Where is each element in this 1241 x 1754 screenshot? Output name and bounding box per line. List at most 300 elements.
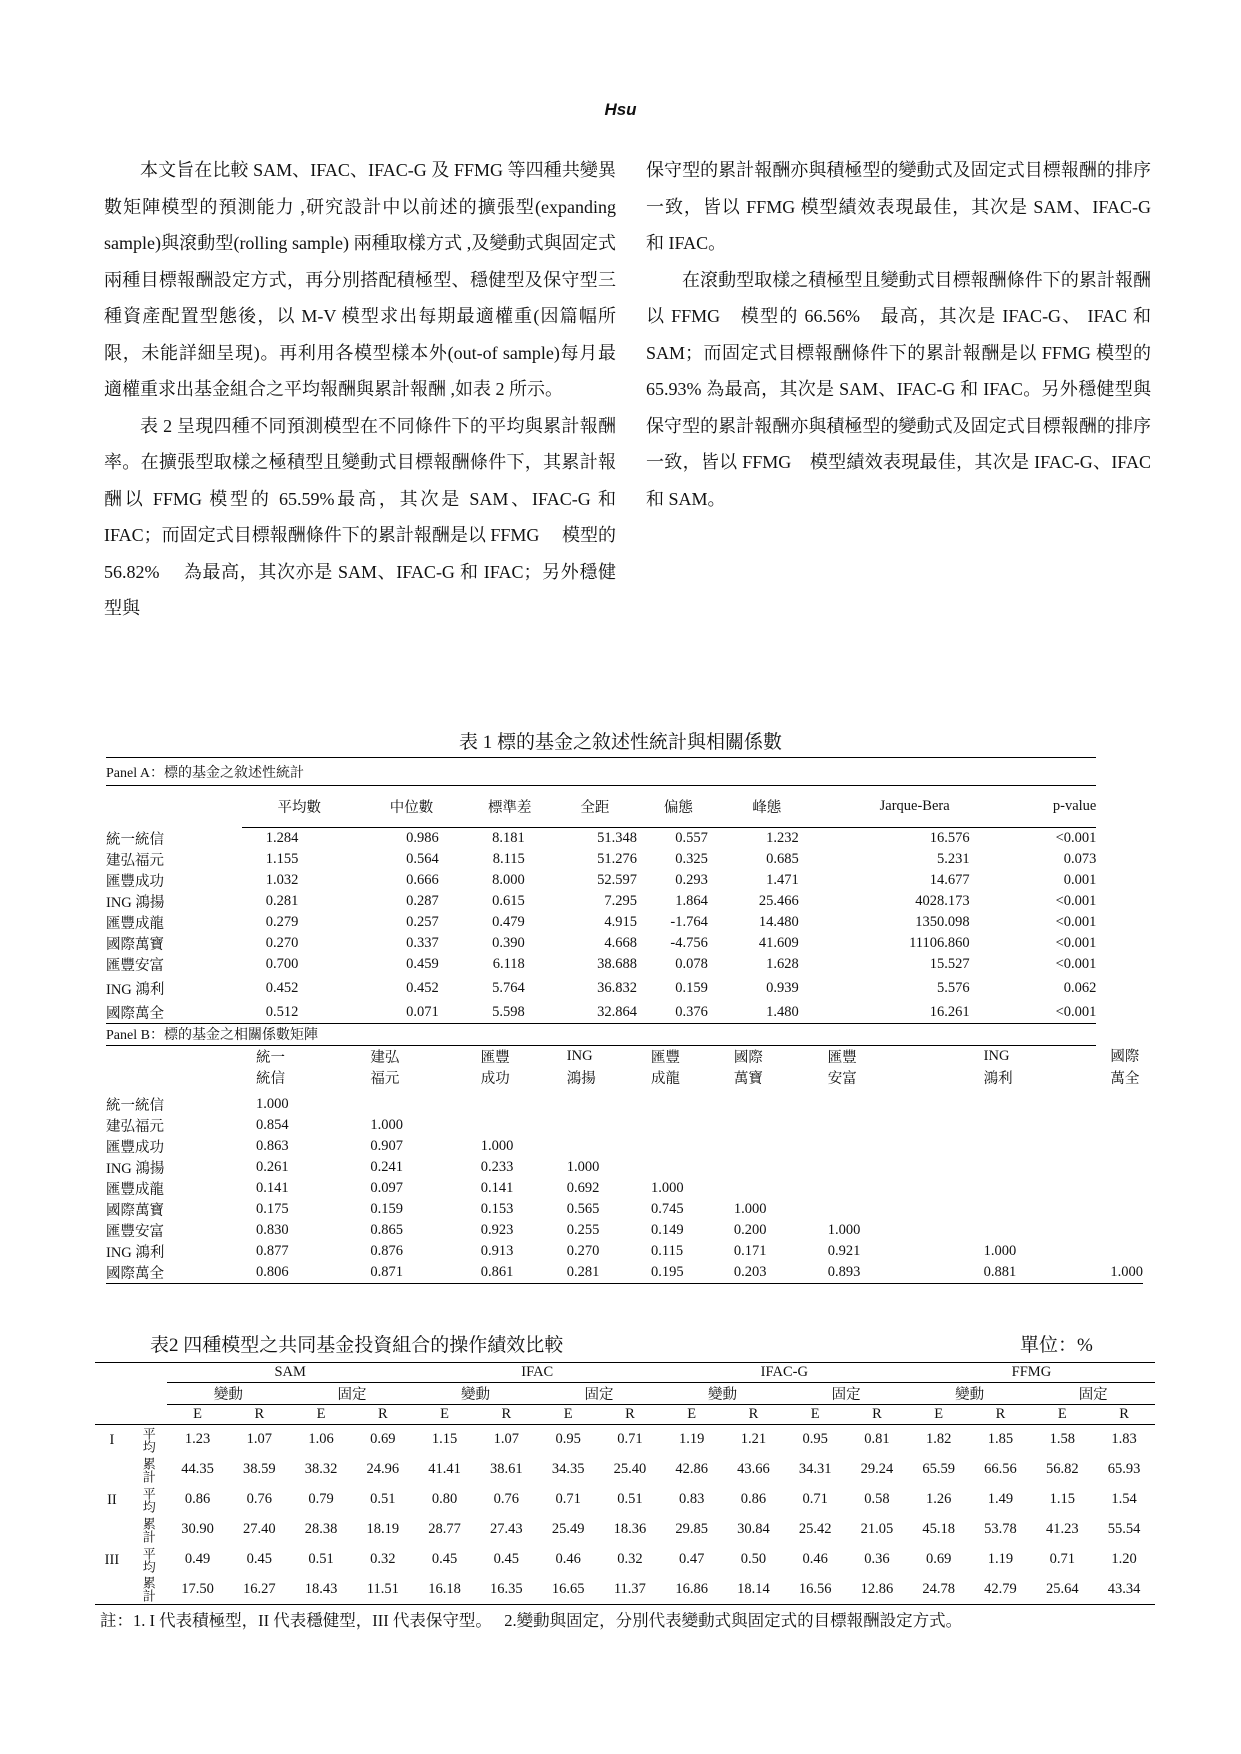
value-cell: 34.31	[798, 1461, 832, 1477]
value-cell: 1.19	[987, 1551, 1014, 1567]
value-cell: 24.78	[908, 1575, 970, 1605]
fund-name: 國際萬寶	[106, 1202, 164, 1219]
stat-cell: 0.281	[265, 892, 299, 909]
blank-cell	[129, 1383, 167, 1405]
value-cell: 18.19	[366, 1521, 400, 1537]
value-cell: 0.76	[493, 1491, 520, 1507]
corr-cell	[814, 1199, 970, 1220]
panelB-title: Panel B：標的基金之相關係數矩陣	[106, 1023, 1096, 1045]
table2-caption: 表2 四種模型之共同基金投資組合的操作績效比較	[150, 1335, 564, 1356]
panelB-col-header-top: ING	[983, 1047, 1010, 1064]
corr-cell: 0.907	[370, 1137, 403, 1154]
corr-cell: 0.861	[467, 1262, 553, 1284]
panelA-title: Panel A：標的基金之敘述性統計	[106, 758, 1096, 786]
panelB-header-row-top	[106, 1045, 1143, 1067]
corr-cell: 0.195	[637, 1262, 720, 1284]
stat-cell: 7.295	[604, 892, 637, 909]
stat-cell: 8.115	[492, 850, 525, 867]
cum-row	[95, 1575, 1155, 1605]
corr-cell	[970, 1088, 1097, 1115]
model-header: SAM	[167, 1363, 414, 1383]
table-row	[106, 849, 1143, 870]
stat-cell: 25.466	[758, 892, 799, 909]
er-label: R	[475, 1405, 537, 1425]
value-cell: 24.96	[366, 1461, 400, 1477]
stat-cell: 1350.098	[915, 913, 970, 930]
value-cell: 1.49	[987, 1491, 1014, 1507]
er-label: E	[290, 1405, 352, 1425]
table-row	[106, 912, 1143, 933]
value-cell: 65.93	[1107, 1461, 1141, 1477]
er-label: E	[908, 1405, 970, 1425]
value-cell: 0.50	[740, 1551, 767, 1567]
fund-name: ING 鴻利	[106, 1244, 165, 1261]
corr-cell: 0.745	[650, 1200, 684, 1217]
panelB-header-row-bottom	[106, 1067, 1143, 1088]
model-header: IFAC-G	[661, 1363, 908, 1383]
value-cell: 0.71	[1049, 1551, 1075, 1567]
value-cell: 1.21	[723, 1425, 785, 1455]
panelB-col-header-bottom: 成功	[480, 1070, 510, 1087]
value-cell: 25.49	[551, 1521, 585, 1537]
running-header: Hsu	[604, 100, 637, 119]
stat-cell: 1.232	[720, 828, 814, 849]
corr-cell	[637, 1088, 720, 1115]
blank-cell	[129, 1405, 167, 1425]
paragraph: 在滾動型取樣之積極型且變動式目標報酬條件下的累計報酬以 FFMG 模型的 66.56% 最高，其次是 IFAC-G、 IFAC 和 SAM；而固定式目標報酬條件下的累計報酬是以 FFMG 模型的 65.93% 為最高，其次是 SAM、IFAC-G 和 IFAC。另外穩健型與保守型的累計報酬亦與積極型的變動式及固定式目標報酬的排序一致，皆以 FFMG 模型績效表現最佳，其次是 IFAC-G、IFAC 和 SAM。	[646, 269, 1151, 509]
panelA-body	[106, 828, 1143, 1024]
value-cell: 0.86	[184, 1491, 211, 1507]
value-cell: 30.84	[737, 1521, 770, 1537]
value-cell: 0.71	[555, 1491, 581, 1507]
value-cell: 28.77	[428, 1521, 461, 1537]
corr-cell	[1096, 1199, 1143, 1220]
table-row	[106, 954, 1143, 975]
er-label: R	[228, 1405, 290, 1425]
stat-cell: 1.864	[675, 892, 708, 909]
value-cell: 0.51	[308, 1551, 334, 1567]
corr-cell: 0.877	[256, 1242, 289, 1259]
stat-cell: 4.668	[604, 934, 637, 951]
stat-cell: 14.480	[758, 913, 799, 930]
stat-cell: -1.764	[670, 913, 708, 930]
fund-name: 匯豐成功	[106, 1139, 164, 1156]
panelA-col-header: 全距	[580, 800, 610, 816]
corr-cell	[814, 1136, 970, 1157]
fund-name: 國際萬全	[106, 1262, 242, 1284]
value-cell: 0.76	[246, 1491, 272, 1507]
table2-unit: 單位：%	[1020, 1335, 1093, 1356]
stat-cell: 0.257	[406, 913, 439, 930]
table2-body	[95, 1425, 1155, 1605]
stat-cell: 51.276	[597, 850, 637, 867]
corr-cell: 0.141	[256, 1179, 289, 1196]
fund-name: 匯豐成龍	[106, 1181, 164, 1198]
avg-row	[95, 1485, 1155, 1515]
table2	[95, 1362, 1155, 1605]
panelB-col-header-bottom: 萬寶	[733, 1070, 763, 1087]
subhead-row	[95, 1383, 1155, 1405]
corr-cell	[553, 1115, 637, 1136]
model-header-row	[95, 1363, 1155, 1383]
corr-cell: 0.806	[242, 1262, 356, 1284]
corr-cell: 0.893	[814, 1262, 970, 1284]
table-row	[106, 933, 1143, 954]
value-cell: 1.15	[414, 1425, 476, 1455]
corr-cell: 0.153	[480, 1200, 514, 1217]
value-cell: 38.61	[490, 1461, 523, 1477]
value-cell: 65.59	[922, 1461, 956, 1477]
stat-cell: 1.628	[766, 955, 799, 972]
paragraph: 保守型的累計報酬亦與積極型的變動式及固定式目標報酬的排序一致，皆以 FFMG 模型績效表現最佳，其次是 SAM、IFAC-G 和 IFAC。	[646, 160, 1151, 253]
corr-cell: 0.270	[566, 1242, 600, 1259]
value-cell: 0.45	[246, 1551, 272, 1567]
value-cell: 0.51	[370, 1491, 396, 1507]
corr-cell: 0.203	[720, 1262, 814, 1284]
value-cell: 1.58	[1031, 1425, 1093, 1455]
corr-cell	[720, 1088, 814, 1115]
stat-cell: 15.527	[929, 955, 970, 972]
panelB-col-header-top: 國際	[733, 1049, 763, 1066]
corr-cell	[1096, 1157, 1143, 1178]
panelB-col-header-top: 建弘	[370, 1049, 400, 1066]
panelA-col-header: p-value	[1052, 798, 1097, 814]
subhead-label: 固定	[784, 1383, 908, 1405]
value-cell: 25.40	[613, 1461, 647, 1477]
stat-cell: 16.576	[814, 828, 970, 849]
value-cell: 0.80	[431, 1491, 458, 1507]
corr-cell	[970, 1178, 1097, 1199]
stat-cell: 16.261	[929, 1003, 970, 1020]
fund-name: 國際萬寶	[106, 936, 164, 953]
value-cell: 38.32	[304, 1461, 338, 1477]
corr-cell: 1.000	[983, 1242, 1017, 1259]
table1-caption: 表 1 標的基金之敘述性統計與相關係數	[458, 732, 782, 753]
value-cell: 1.23	[167, 1425, 229, 1455]
corr-cell	[720, 1157, 814, 1178]
corr-cell: 1.000	[1096, 1262, 1143, 1284]
corr-cell: 1.000	[827, 1221, 861, 1238]
stat-cell: 0.001	[1063, 871, 1097, 888]
corr-cell: 0.097	[370, 1179, 403, 1196]
value-cell: 41.41	[428, 1461, 461, 1477]
stat-cell: 0.459	[406, 955, 439, 972]
corr-cell: 1.000	[256, 1095, 289, 1112]
panelB-col-header-top: 匯豐	[480, 1049, 510, 1066]
corr-cell	[553, 1136, 637, 1157]
value-cell: 1.83	[1093, 1425, 1155, 1455]
corr-cell	[1096, 1241, 1143, 1262]
stat-cell: 14.677	[929, 871, 970, 888]
value-cell: 0.83	[678, 1491, 705, 1507]
er-label: R	[970, 1405, 1032, 1425]
corr-cell: 1.000	[370, 1116, 403, 1133]
value-cell: 1.19	[661, 1425, 723, 1455]
table-row	[106, 828, 1143, 849]
cum-row	[95, 1455, 1155, 1485]
fund-name: 統一統信	[106, 1097, 164, 1114]
corr-cell	[720, 1136, 814, 1157]
corr-cell: 0.565	[566, 1200, 600, 1217]
subhead-label: 變動	[414, 1383, 538, 1405]
value-cell: 30.90	[181, 1521, 214, 1537]
corr-cell	[1096, 1115, 1143, 1136]
value-cell: 0.86	[740, 1491, 767, 1507]
corr-cell: 0.876	[370, 1242, 403, 1259]
corr-cell: 0.865	[370, 1221, 403, 1238]
value-cell: 16.18	[414, 1575, 476, 1605]
value-cell: 0.58	[864, 1491, 890, 1507]
stat-cell: 0.287	[406, 892, 439, 909]
stat-cell: 0.986	[356, 828, 466, 849]
corr-cell	[1096, 1088, 1143, 1115]
stat-cell: 0.159	[675, 979, 708, 996]
panelB-col-header-bottom: 成龍	[650, 1070, 680, 1087]
right-column	[646, 152, 1151, 517]
value-cell: 43.34	[1093, 1575, 1155, 1605]
stat-cell: 6.118	[492, 955, 525, 972]
value-cell: 1.06	[290, 1425, 352, 1455]
paragraph: 表 2 呈現四種不同預測模型在不同條件下的平均與累計報酬率。在擴張型取樣之極積型且變動式目標報酬條件下，其累計報酬以 FFMG 模型的 65.59%最高，其次是 SAM、IFAC-G 和 IFAC；而固定式目標報酬條件下的累計報酬是以 FFMG 模型的 56.82% 為最高，其次亦是 SAM、IFAC-G 和 IFAC；另外穩健型與	[104, 415, 616, 618]
stat-cell: 0.325	[675, 850, 708, 867]
stat-cell: 41.609	[758, 934, 799, 951]
value-cell: 1.07	[475, 1425, 537, 1455]
stat-cell: 0.557	[637, 828, 720, 849]
subhead-label: 固定	[537, 1383, 661, 1405]
cum-label: 累計	[129, 1575, 167, 1605]
panelA-col-header: 中位數	[389, 800, 434, 816]
fund-name: 建弘福元	[106, 852, 164, 869]
value-cell: 1.15	[1049, 1491, 1075, 1507]
left-column	[104, 152, 616, 627]
corr-cell: 0.692	[566, 1179, 600, 1196]
corner-cell	[106, 786, 242, 828]
table-row	[106, 1136, 1143, 1157]
value-cell: 27.43	[490, 1521, 523, 1537]
er-label: R	[1093, 1405, 1155, 1425]
panelB-col-header-top: ING	[566, 1047, 593, 1064]
stat-cell: 4028.173	[915, 892, 970, 909]
table-row	[106, 1220, 1143, 1241]
value-cell: 29.24	[860, 1461, 894, 1477]
corr-cell	[970, 1220, 1097, 1241]
stat-cell: 0.615	[492, 892, 525, 909]
corr-cell: 0.913	[480, 1242, 514, 1259]
value-cell: 27.40	[242, 1521, 276, 1537]
panelA-col-header: 峰態	[752, 800, 782, 816]
stat-cell: 32.864	[597, 1003, 637, 1020]
panelB-col-header-top: 匯豐	[650, 1049, 680, 1066]
corr-cell	[1096, 1178, 1143, 1199]
avg-label: 平均	[140, 1486, 156, 1513]
panelB-col-header-bottom: 統信	[256, 1070, 286, 1087]
blank-cell	[95, 1405, 129, 1425]
stat-cell: <0.001	[1055, 1003, 1097, 1020]
model-header: IFAC	[414, 1363, 661, 1383]
value-cell: 1.26	[926, 1491, 952, 1507]
value-cell: 0.32	[370, 1551, 396, 1567]
corr-cell: 0.200	[733, 1221, 767, 1238]
value-cell: 18.36	[613, 1521, 647, 1537]
stat-cell: 38.688	[597, 955, 637, 972]
panelB-col-header-bottom: 福元	[370, 1070, 400, 1087]
corr-cell	[814, 1157, 970, 1178]
value-cell: 0.69	[926, 1551, 952, 1567]
panelB-col-header-top: 國際	[1110, 1049, 1140, 1066]
stat-cell: 51.348	[553, 828, 637, 849]
value-cell: 0.95	[784, 1425, 846, 1455]
value-cell: 44.35	[181, 1461, 214, 1477]
panelB-col-header-bottom: 鴻利	[983, 1070, 1013, 1087]
er-label: R	[599, 1405, 661, 1425]
value-cell: 0.51	[617, 1491, 643, 1507]
value-cell: 1.82	[908, 1425, 970, 1455]
corr-cell: 0.921	[827, 1242, 861, 1259]
corr-cell	[720, 1178, 814, 1199]
value-cell: 16.86	[661, 1575, 723, 1605]
panelB-col-header-bottom: 鴻揚	[566, 1070, 596, 1087]
value-cell: 42.86	[675, 1461, 708, 1477]
stat-cell: <0.001	[1055, 934, 1097, 951]
value-cell: 0.49	[184, 1551, 211, 1567]
value-cell: 0.45	[493, 1551, 520, 1567]
corr-cell	[467, 1088, 553, 1115]
value-cell: 38.59	[242, 1461, 276, 1477]
stat-cell: 0.270	[265, 934, 299, 951]
stat-cell: 0.452	[406, 979, 439, 996]
corr-cell: 0.171	[733, 1242, 767, 1259]
corr-cell: 0.159	[370, 1200, 403, 1217]
corr-cell: 0.830	[256, 1221, 289, 1238]
corr-cell	[1096, 1220, 1143, 1241]
cum-label: 累計	[140, 1516, 156, 1543]
value-cell: 16.27	[228, 1575, 290, 1605]
corr-cell	[970, 1199, 1097, 1220]
table-row	[106, 1199, 1143, 1220]
fund-name: 匯豐安富	[106, 957, 164, 974]
er-label: E	[1031, 1405, 1093, 1425]
subhead-label: 固定	[290, 1383, 414, 1405]
fund-name: 匯豐成功	[106, 873, 164, 890]
value-cell: 0.46	[555, 1551, 581, 1567]
stat-cell: 0.279	[265, 913, 299, 930]
value-cell: 11.51	[352, 1575, 414, 1605]
stat-cell: 0.293	[675, 871, 708, 888]
corr-cell: 0.261	[256, 1158, 289, 1175]
corr-cell	[467, 1115, 553, 1136]
stat-cell: 0.062	[1063, 979, 1097, 996]
fund-name: 統一統信	[106, 831, 164, 848]
corner-cell	[106, 1067, 242, 1088]
value-cell: 0.81	[846, 1425, 908, 1455]
avg-label: 平均	[129, 1425, 167, 1455]
fund-name: 建弘福元	[106, 1118, 164, 1135]
panelB-body	[106, 1088, 1143, 1284]
value-cell: 0.32	[617, 1551, 643, 1567]
blank-cell	[95, 1363, 129, 1383]
corr-cell	[970, 1115, 1097, 1136]
avg-label: 平均	[140, 1546, 156, 1573]
value-cell: 66.56	[984, 1461, 1017, 1477]
stat-cell: 8.181	[467, 828, 553, 849]
er-label: R	[723, 1405, 785, 1425]
stat-cell: 0.939	[766, 979, 799, 996]
corr-cell	[720, 1115, 814, 1136]
stat-cell: 0.564	[406, 850, 439, 867]
value-cell: 1.85	[970, 1425, 1032, 1455]
subhead-label: 變動	[908, 1383, 1032, 1405]
stat-cell: 52.597	[597, 871, 637, 888]
value-cell: 16.35	[475, 1575, 537, 1605]
table-row	[106, 1157, 1143, 1178]
fund-name: 匯豐成龍	[106, 915, 164, 932]
stat-cell: 1.155	[265, 850, 299, 867]
corr-cell: 0.233	[480, 1158, 514, 1175]
value-cell: 0.36	[864, 1551, 890, 1567]
corr-cell	[814, 1088, 970, 1115]
table2-note: 註：1. I 代表積極型，II 代表穩健型，III 代表保守型。 2.變動與固定，分別代表變動式與固定式的目標報酬設定方式。	[100, 1611, 963, 1630]
stat-cell: 0.452	[265, 979, 299, 996]
corr-cell	[970, 1136, 1097, 1157]
stat-cell: <0.001	[1055, 955, 1097, 972]
value-cell: 16.65	[537, 1575, 599, 1605]
stat-cell: 0.666	[406, 871, 439, 888]
table1	[106, 757, 1143, 1284]
table-row	[106, 1178, 1143, 1199]
value-cell: 12.86	[846, 1575, 908, 1605]
value-cell: 16.56	[784, 1575, 846, 1605]
stat-cell: 5.764	[492, 979, 525, 996]
value-cell: 45.18	[922, 1521, 956, 1537]
avg-row	[95, 1545, 1155, 1575]
er-label: E	[167, 1405, 229, 1425]
stat-cell: 0.071	[406, 1003, 439, 1020]
table-row	[106, 1002, 1143, 1024]
table-row	[106, 1262, 1143, 1284]
corr-cell: 0.241	[370, 1158, 403, 1175]
corr-cell: 1.000	[480, 1137, 514, 1154]
value-cell: 1.20	[1111, 1551, 1137, 1567]
corr-cell	[637, 1157, 720, 1178]
corr-cell: 0.149	[650, 1221, 684, 1238]
er-label: R	[352, 1405, 414, 1425]
value-cell: 17.50	[167, 1575, 229, 1605]
stat-cell: 1.032	[265, 871, 299, 888]
corr-cell: 0.871	[356, 1262, 466, 1284]
er-label: E	[661, 1405, 723, 1425]
value-cell: 25.42	[798, 1521, 832, 1537]
stat-cell: -4.756	[670, 934, 708, 951]
table-row	[106, 1115, 1143, 1136]
value-cell: 53.78	[984, 1521, 1017, 1537]
value-cell: 0.47	[678, 1551, 705, 1567]
stat-cell: 1.284	[242, 828, 356, 849]
corr-cell	[814, 1178, 970, 1199]
corr-cell: 1.000	[650, 1179, 684, 1196]
panelB-col-header-bottom: 萬全	[1110, 1070, 1140, 1087]
table-row	[106, 1088, 1143, 1115]
value-cell: 11.37	[599, 1575, 661, 1605]
fund-name: ING 鴻揚	[106, 1160, 165, 1177]
fund-name: ING 鴻揚	[106, 894, 165, 911]
stat-cell: 8.000	[492, 871, 525, 888]
value-cell: 42.79	[970, 1575, 1032, 1605]
subhead-label: 變動	[167, 1383, 291, 1405]
corr-cell: 0.881	[970, 1262, 1097, 1284]
stat-cell: 0.479	[492, 913, 525, 930]
panelB-col-header-top: 匯豐	[827, 1049, 857, 1066]
group-label: I	[95, 1425, 129, 1485]
